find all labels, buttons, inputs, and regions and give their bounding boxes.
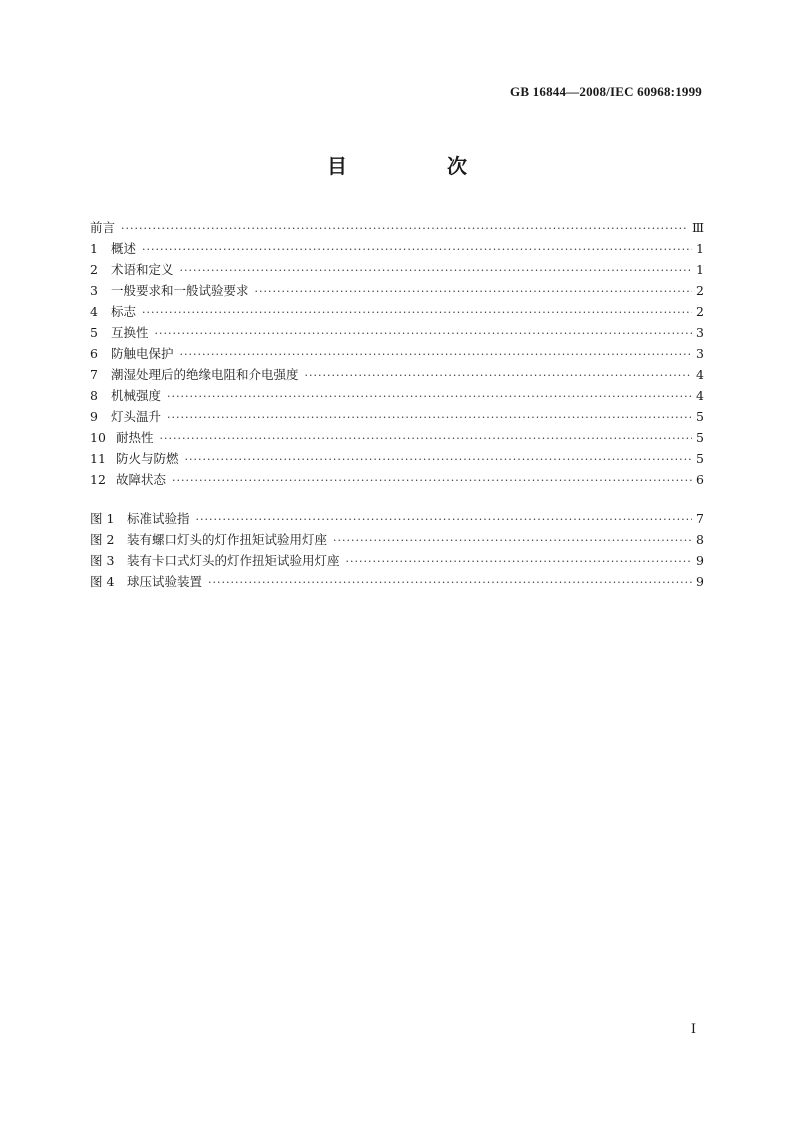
- toc-leader-dots: [185, 449, 692, 470]
- toc-entry-number: 5: [90, 325, 98, 340]
- toc-figure-page: 7: [696, 511, 704, 526]
- toc-figure-label: 球压试验装置: [127, 574, 203, 589]
- toc-entry-number: 12: [90, 472, 106, 487]
- toc-leader-dots: [160, 428, 692, 449]
- toc-figure-page: 8: [696, 532, 704, 547]
- toc-entry-10[interactable]: [90, 427, 704, 448]
- toc-entry-page: 5: [696, 451, 704, 466]
- toc-figure-label: 装有螺口灯头的灯作扭矩试验用灯座: [127, 532, 328, 547]
- toc-entry-page: 4: [696, 367, 704, 382]
- toc-leader-dots: [142, 239, 692, 260]
- toc-entry-preface[interactable]: [90, 217, 704, 238]
- toc-entry-label: 概述: [111, 241, 137, 256]
- toc-entry-6[interactable]: [90, 343, 704, 364]
- toc-entry-7[interactable]: [90, 364, 704, 385]
- toc-leader-dots: [155, 323, 692, 344]
- toc-entry-12[interactable]: [90, 469, 704, 490]
- toc-entry-1[interactable]: [90, 238, 704, 259]
- toc-entry-number: 4: [90, 304, 98, 319]
- page-title: 目 次: [327, 154, 507, 178]
- toc-leader-dots: [142, 302, 692, 323]
- toc-entry-9[interactable]: [90, 406, 704, 427]
- standard-number: GB 16844—2008/IEC 60968:1999: [510, 84, 702, 99]
- toc-entry-page: 1: [696, 262, 704, 277]
- toc-entry-number: 2: [90, 262, 98, 277]
- toc-entry-page: 1: [696, 241, 704, 256]
- toc-leader-dots: [180, 344, 692, 365]
- toc-leader-dots: [167, 386, 692, 407]
- toc-entry-number: 8: [90, 388, 98, 403]
- toc-entry-label: 防火与防燃: [116, 451, 179, 466]
- toc-entry-number: 11: [90, 451, 106, 466]
- toc-entry-page: 3: [696, 346, 704, 361]
- toc-entry-number: 1: [90, 241, 98, 256]
- toc-leader-dots: [196, 509, 692, 530]
- toc-leader-dots: [167, 407, 692, 428]
- toc-leader-dots: [180, 260, 692, 281]
- toc-entry-label: 前言: [90, 220, 116, 235]
- toc-entry-page: 5: [696, 430, 704, 445]
- toc-entry-label: 耐热性: [116, 430, 154, 445]
- toc-entry-page: 5: [696, 409, 704, 424]
- toc-figure-label: 标准试验指: [127, 511, 190, 526]
- toc-leader-dots: [255, 281, 692, 302]
- toc-figure-4[interactable]: [90, 571, 704, 592]
- toc-entry-2[interactable]: [90, 259, 704, 280]
- toc-entry-3[interactable]: [90, 280, 704, 301]
- toc-figure-label: 装有卡口式灯头的灯作扭矩试验用灯座: [127, 553, 340, 568]
- toc-entry-label: 机械强度: [111, 388, 162, 403]
- toc-entry-page: 6: [696, 472, 704, 487]
- toc-figure-number: 图 1: [90, 511, 115, 526]
- toc-entry-number: 6: [90, 346, 98, 361]
- toc-entry-label: 潮湿处理后的绝缘电阻和介电强度: [111, 367, 299, 382]
- toc-entry-label: 术语和定义: [111, 262, 174, 277]
- toc-figure-number: 图 2: [90, 532, 115, 547]
- toc-figure-3[interactable]: [90, 550, 704, 571]
- toc-entry-page: 4: [696, 388, 704, 403]
- toc-entry-4[interactable]: [90, 301, 704, 322]
- page-number: I: [690, 1022, 696, 1037]
- toc-entry-label: 灯头温升: [111, 409, 162, 424]
- toc-entry-label: 故障状态: [116, 472, 167, 487]
- toc-leader-dots: [333, 530, 692, 551]
- toc-entry-page: Ⅲ: [691, 220, 704, 235]
- toc-entry-11[interactable]: [90, 448, 704, 469]
- toc-figure-2[interactable]: [90, 529, 704, 550]
- toc-entry-5[interactable]: [90, 322, 704, 343]
- toc-entry-page: 2: [696, 283, 704, 298]
- toc-entry-page: 2: [696, 304, 704, 319]
- toc-figures: [90, 508, 704, 592]
- toc-figure-page: 9: [696, 553, 704, 568]
- toc-figure-number: 图 3: [90, 553, 115, 568]
- toc-entry-label: 互换性: [111, 325, 149, 340]
- toc-entry-label: 一般要求和一般试验要求: [111, 283, 249, 298]
- toc-leader-dots: [172, 470, 692, 491]
- toc-entry-number: 3: [90, 283, 98, 298]
- toc-entry-number: 9: [90, 409, 98, 424]
- toc-entry-number: 10: [90, 430, 106, 445]
- toc-leader-dots: [346, 551, 692, 572]
- toc-sections: [90, 217, 704, 490]
- toc-leader-dots: [305, 365, 692, 386]
- toc-entry-number: 7: [90, 367, 98, 382]
- toc-entry-label: 标志: [111, 304, 137, 319]
- toc-figure-number: 图 4: [90, 574, 115, 589]
- toc-leader-dots: [121, 218, 688, 239]
- toc-leader-dots: [208, 572, 692, 593]
- toc-figure-page: 9: [696, 574, 704, 589]
- toc-figure-1[interactable]: [90, 508, 704, 529]
- toc-entry-label: 防触电保护: [111, 346, 174, 361]
- toc-entry-page: 3: [696, 325, 704, 340]
- toc-entry-8[interactable]: [90, 385, 704, 406]
